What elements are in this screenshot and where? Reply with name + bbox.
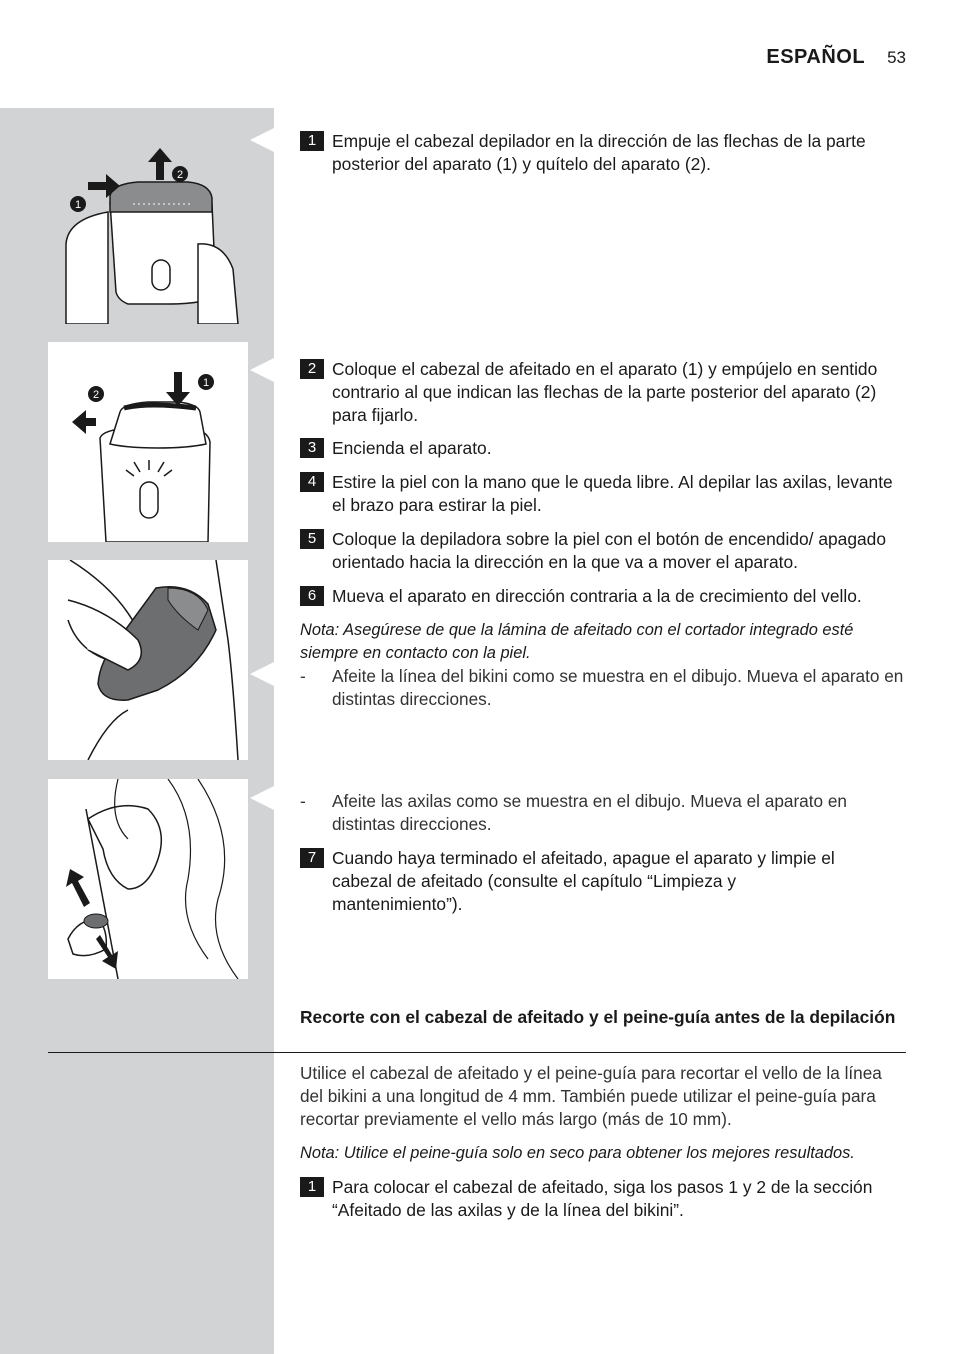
attach-head-drawing bbox=[48, 342, 248, 542]
page-header bbox=[766, 46, 906, 69]
illustration-underarm bbox=[48, 779, 248, 979]
step-number: 1 bbox=[300, 131, 324, 151]
remove-head-drawing bbox=[48, 124, 248, 324]
pointer-notch bbox=[250, 786, 274, 810]
step-b1 bbox=[300, 1176, 908, 1222]
step-text: Coloque la depiladora sobre la piel con el botón de encendido/ apagado orientado hacia la dirección en la que va a mover el aparato. bbox=[332, 529, 887, 572]
step-number: 3 bbox=[300, 438, 324, 458]
dash-mark: - bbox=[300, 666, 306, 686]
dash-item-underarm bbox=[300, 790, 908, 836]
pointer-notch bbox=[250, 128, 274, 152]
step-text: Para colocar el cabezal de afeitado, siga los pasos 1 y 2 de la sección “Afeitado de las axilas y de la línea del bikini”. bbox=[332, 1177, 873, 1220]
step-number: 6 bbox=[300, 586, 324, 606]
step-text: Mueva el aparato en dirección contraria a la de crecimiento del vello. bbox=[332, 586, 862, 606]
callout-2: 2 bbox=[176, 169, 184, 181]
step-number: 4 bbox=[300, 472, 324, 492]
illustration-attach-head bbox=[48, 342, 248, 542]
step-number: 2 bbox=[300, 359, 324, 379]
language-label: ESPAÑOL bbox=[766, 46, 866, 68]
step-4 bbox=[300, 471, 908, 517]
dash-text: Afeite las axilas como se muestra en el dibujo. Mueva el aparato en distintas direcciones. bbox=[332, 791, 847, 834]
callout-1: 1 bbox=[74, 199, 82, 211]
callout-2: 2 bbox=[92, 389, 100, 401]
page-number: 53 bbox=[887, 48, 906, 67]
step-2 bbox=[300, 358, 908, 427]
bikini-line-drawing bbox=[48, 560, 248, 760]
note-dry-use: Nota: Utilice el peine-guía solo en seco para obtener los mejores resultados. bbox=[300, 1144, 855, 1162]
pointer-notch bbox=[250, 662, 274, 686]
pointer-notch bbox=[250, 358, 274, 382]
step-text: Coloque el cabezal de afeitado en el aparato (1) y empújelo en sentido contrario al que indican las flechas de la parte posterior del aparato (2) para fijarlo. bbox=[332, 359, 878, 425]
section-paragraph: Utilice el cabezal de afeitado y el peine-guía para recortar el vello de la línea del bikini a una longitud de 4 mm. También puede utilizar el peine-guía para recortar previamente el vello más largo (más de 10 mm). bbox=[300, 1063, 882, 1129]
step-3 bbox=[300, 437, 908, 460]
illustration-bikini-line bbox=[48, 560, 248, 760]
step-text: Estire la piel con la mano que le queda libre. Al depilar las axilas, levante el brazo para estirar la piel. bbox=[332, 472, 893, 515]
step-5 bbox=[300, 528, 908, 574]
section-divider bbox=[48, 1052, 906, 1053]
note-contact: Nota: Asegúrese de que la lámina de afeitado con el cortador integrado esté siempre en contacto con la piel. bbox=[300, 621, 854, 662]
dash-item-bikini bbox=[300, 665, 908, 711]
step-7 bbox=[300, 847, 860, 916]
dash-mark: - bbox=[300, 791, 306, 811]
step-text: Cuando haya terminado el afeitado, apague el aparato y limpie el cabezal de afeitado (consulte el capítulo “Limpieza y mantenimiento”). bbox=[332, 848, 835, 914]
section-heading: Recorte con el cabezal de afeitado y el peine-guía antes de la depilación bbox=[300, 1007, 896, 1027]
step-number: 1 bbox=[300, 1177, 324, 1197]
step-1 bbox=[300, 130, 908, 176]
step-text: Empuje el cabezal depilador en la dirección de las flechas de la parte posterior del aparato (1) y quítelo del aparato (2). bbox=[332, 131, 866, 174]
callout-1: 1 bbox=[202, 377, 210, 389]
step-text: Encienda el aparato. bbox=[332, 438, 492, 458]
underarm-drawing bbox=[48, 779, 248, 979]
illustration-remove-head bbox=[48, 124, 248, 324]
step-number: 7 bbox=[300, 848, 324, 868]
step-6 bbox=[300, 585, 908, 608]
step-number: 5 bbox=[300, 529, 324, 549]
dash-text: Afeite la línea del bikini como se muestra en el dibujo. Mueva el aparato en distintas direcciones. bbox=[332, 666, 904, 709]
